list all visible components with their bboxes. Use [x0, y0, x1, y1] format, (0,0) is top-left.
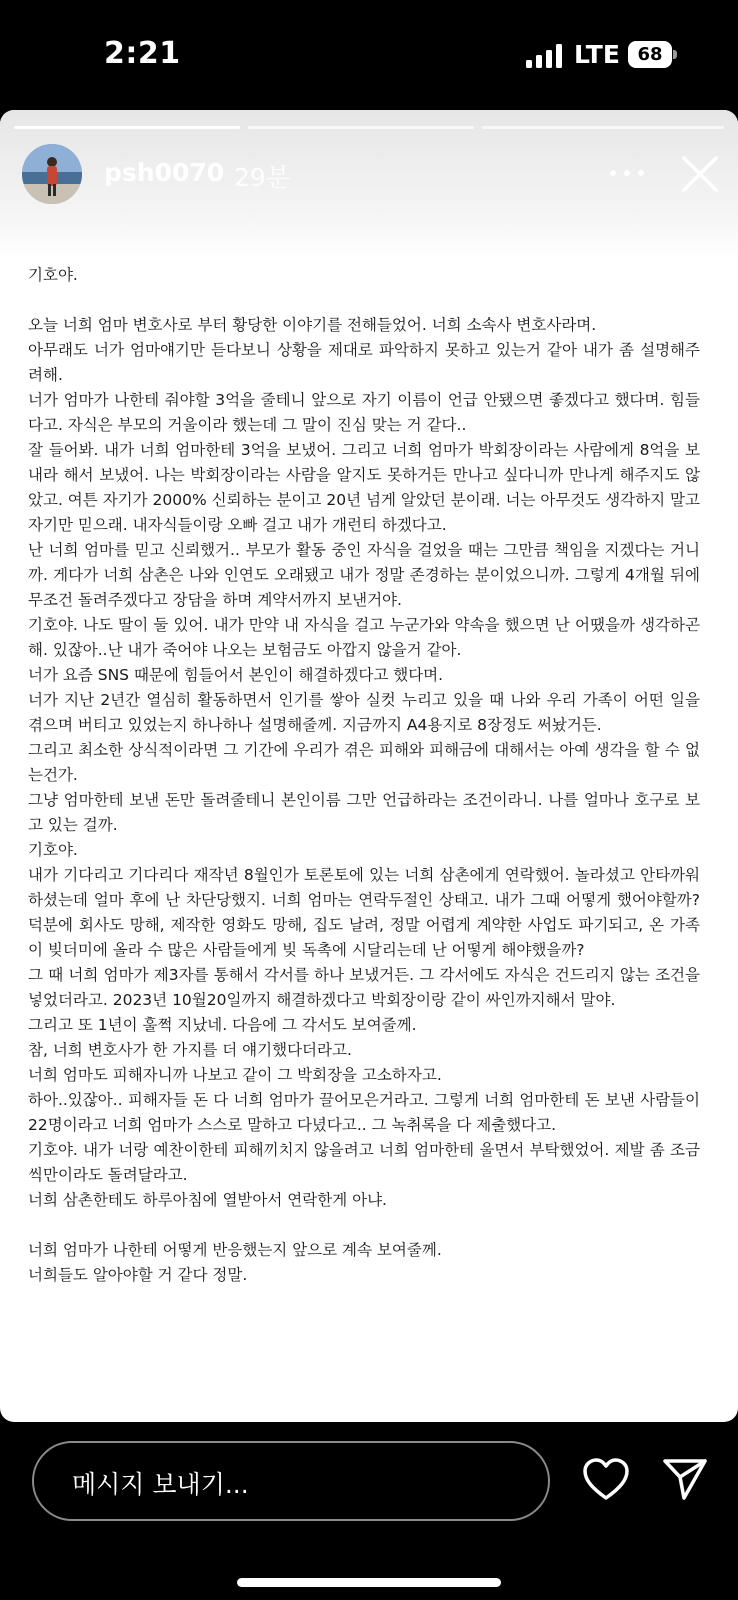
send-icon[interactable] — [662, 1456, 708, 1502]
letter-paragraph: 기호야. 나도 딸이 둘 있어. 내가 만약 내 자식을 걸고 누군가와 약속을 했으면 난 어땠을까 생각하곤 해. 있잖아..난 내가 죽어야 나오는 보험금도 아깝지 않을거 같아. — [28, 616, 700, 659]
letter-paragraph: 오늘 너희 엄마 변호사로 부터 황당한 이야기를 전해들었어. 너희 소속사 변호사라며. — [28, 316, 597, 334]
story-card[interactable] — [0, 110, 738, 1422]
letter-paragraph: 너가 지난 2년간 열심히 활동하면서 인기를 쌓아 실컷 누리고 있을 때 나와 우리 가족이 어떤 일을 겪으며 버티고 있었는지 하나하나 설명해줄께. 지금까지 A4용지로 8장정도 써놨거든. — [28, 691, 700, 734]
letter-paragraph: 너가 요즘 SNS 때문에 힘들어서 본인이 해결하겠다고 했다며. — [28, 666, 444, 684]
letter-paragraph: 잘 들어봐. 내가 너희 엄마한테 3억을 보냈어. 그리고 너희 엄마가 박회장이라는 사람에게 8억을 보내라 해서 보냈어. 나는 박회장이라는 사람을 알지도 못하거든 만나고 싶다니까 만나게 해주지도 않았고. 여튼 자기가 2000% 신뢰하는 분이고 20년 넘게 알았던 분이래. 너는 아무것도 생각하지 말고 자기만 믿으래. 내자식들이랑 오빠 걸고 내가 개런티 하겠다고. — [28, 441, 700, 534]
letter-paragraph: 그리고 최소한 상식적이라면 그 기간에 우리가 겪은 피해와 피해금에 대해서는 아예 생각을 할 수 없는건가. — [28, 741, 700, 784]
letter-paragraph: 기호야. — [28, 266, 78, 284]
letter-paragraph: 너희 엄마가 나한테 어떻게 반응했는지 앞으로 계속 보여줄께. — [28, 1241, 442, 1259]
battery-icon — [628, 41, 676, 68]
letter-paragraph: 아무래도 너가 엄마얘기만 듣다보니 상황을 제대로 파악하지 못하고 있는거 같아 내가 좀 설명해주려해. — [28, 341, 700, 384]
letter-paragraph: 참, 너희 변호사가 한 가지를 더 얘기했다더라고. — [28, 1041, 352, 1059]
letter-paragraph: 내가 기다리고 기다리다 재작년 8월인가 토론토에 있는 너희 삼촌에게 연락했어. 놀라셨고 안타까워하셨는데 얼마 후에 난 차단당했지. 너희 엄마는 연락두절인 상태고. 내가 그때 어떻게 했어야할까? 덕분에 회사도 망해, 제작한 영화도 망해, 집도 날려, 정말 어렵게 계약한 사업도 파기되고, 온 가족이 빚더미에 올라 수 많은 사람들에게 빚 독촉에 시달리는데 난 어떻게 해야했을까? — [28, 866, 700, 959]
status-bar — [0, 0, 738, 110]
letter-paragraph: 하아..있잖아.. 피해자들 돈 다 너희 엄마가 끌어모은거라고. 그렇게 너희 엄마한테 돈 보낸 사람들이 22명이라고 너희 엄마가 스스로 말하고 다녔다고.. 그 녹취록을 다 제출했다고. — [28, 1091, 700, 1134]
story-progress-segment — [482, 126, 724, 129]
letter-paragraph: 그냥 엄마한테 보낸 돈만 돌려줄테니 본인이름 그만 언급하라는 조건이라니. 나를 얼마나 호구로 보고 있는 걸까. — [28, 791, 700, 834]
letter-paragraph: 기호야. — [28, 841, 78, 859]
message-input-placeholder: 메시지 보내기... — [72, 1470, 249, 1499]
letter-paragraph: 너희 삼촌한테도 하루아침에 열받아서 연락한게 아냐. — [28, 1191, 387, 1209]
message-input[interactable] — [32, 1441, 550, 1521]
letter-paragraph: 너희 엄마도 피해자니까 나보고 같이 그 박회장을 고소하자고. — [28, 1066, 442, 1084]
letter-paragraph: 너희들도 알아야할 거 같다 정말. — [28, 1266, 248, 1284]
story-letter-text — [28, 263, 700, 1288]
story-username[interactable]: psh0070 — [104, 158, 225, 187]
network-type: LTE — [574, 40, 620, 69]
letter-paragraph: 너가 엄마가 나한테 줘야할 3억을 줄테니 앞으로 자기 이름이 언급 안됐으면 좋겠다고 했다며. 힘들다고. 자식은 부모의 거울이라 했는데 그 말이 진심 맞는 거 같다.. — [28, 391, 700, 434]
story-timestamp: 29분 — [234, 163, 290, 192]
letter-paragraph: 기호야. 내가 너랑 예찬이한테 피해끼치지 않을려고 너희 엄마한테 울면서 부탁했었어. 제발 좀 조금씩만이라도 돌려달라고. — [28, 1141, 700, 1184]
status-time: 2:21 — [104, 36, 181, 71]
avatar[interactable] — [22, 144, 82, 204]
letter-paragraph: 난 너희 엄마를 믿고 신뢰했거.. 부모가 활동 중인 자식을 걸었을 때는 그만큼 책임을 지겠다는 거니까. 게다가 너희 삼촌은 나와 인연도 오래됐고 내가 정말 존경하는 분이었으니까. 그렇게 4개월 뒤에 무조건 돌려주겠다고 장담을 하며 계약서까지 보낸거야. — [28, 541, 700, 609]
letter-paragraph: 그 때 너희 엄마가 제3자를 통해서 각서를 하나 보냈거든. 그 각서에도 자식은 건드리지 않는 조건을 넣었더라고. 2023년 10월20일까지 해결하겠다고 박회장이랑 같이 싸인까지해서 말야. — [28, 966, 700, 1009]
battery-level: 68 — [628, 41, 672, 68]
story-progress-segment — [14, 126, 240, 129]
home-indicator[interactable] — [237, 1578, 501, 1587]
close-icon[interactable] — [680, 154, 720, 194]
letter-paragraph: 그리고 또 1년이 훌쩍 지났네. 다음에 그 각서도 보여줄께. — [28, 1016, 417, 1034]
heart-icon[interactable] — [582, 1458, 630, 1502]
story-progress-segment — [248, 126, 474, 129]
more-options-icon[interactable] — [608, 166, 646, 180]
cellular-signal-icon — [526, 44, 562, 68]
